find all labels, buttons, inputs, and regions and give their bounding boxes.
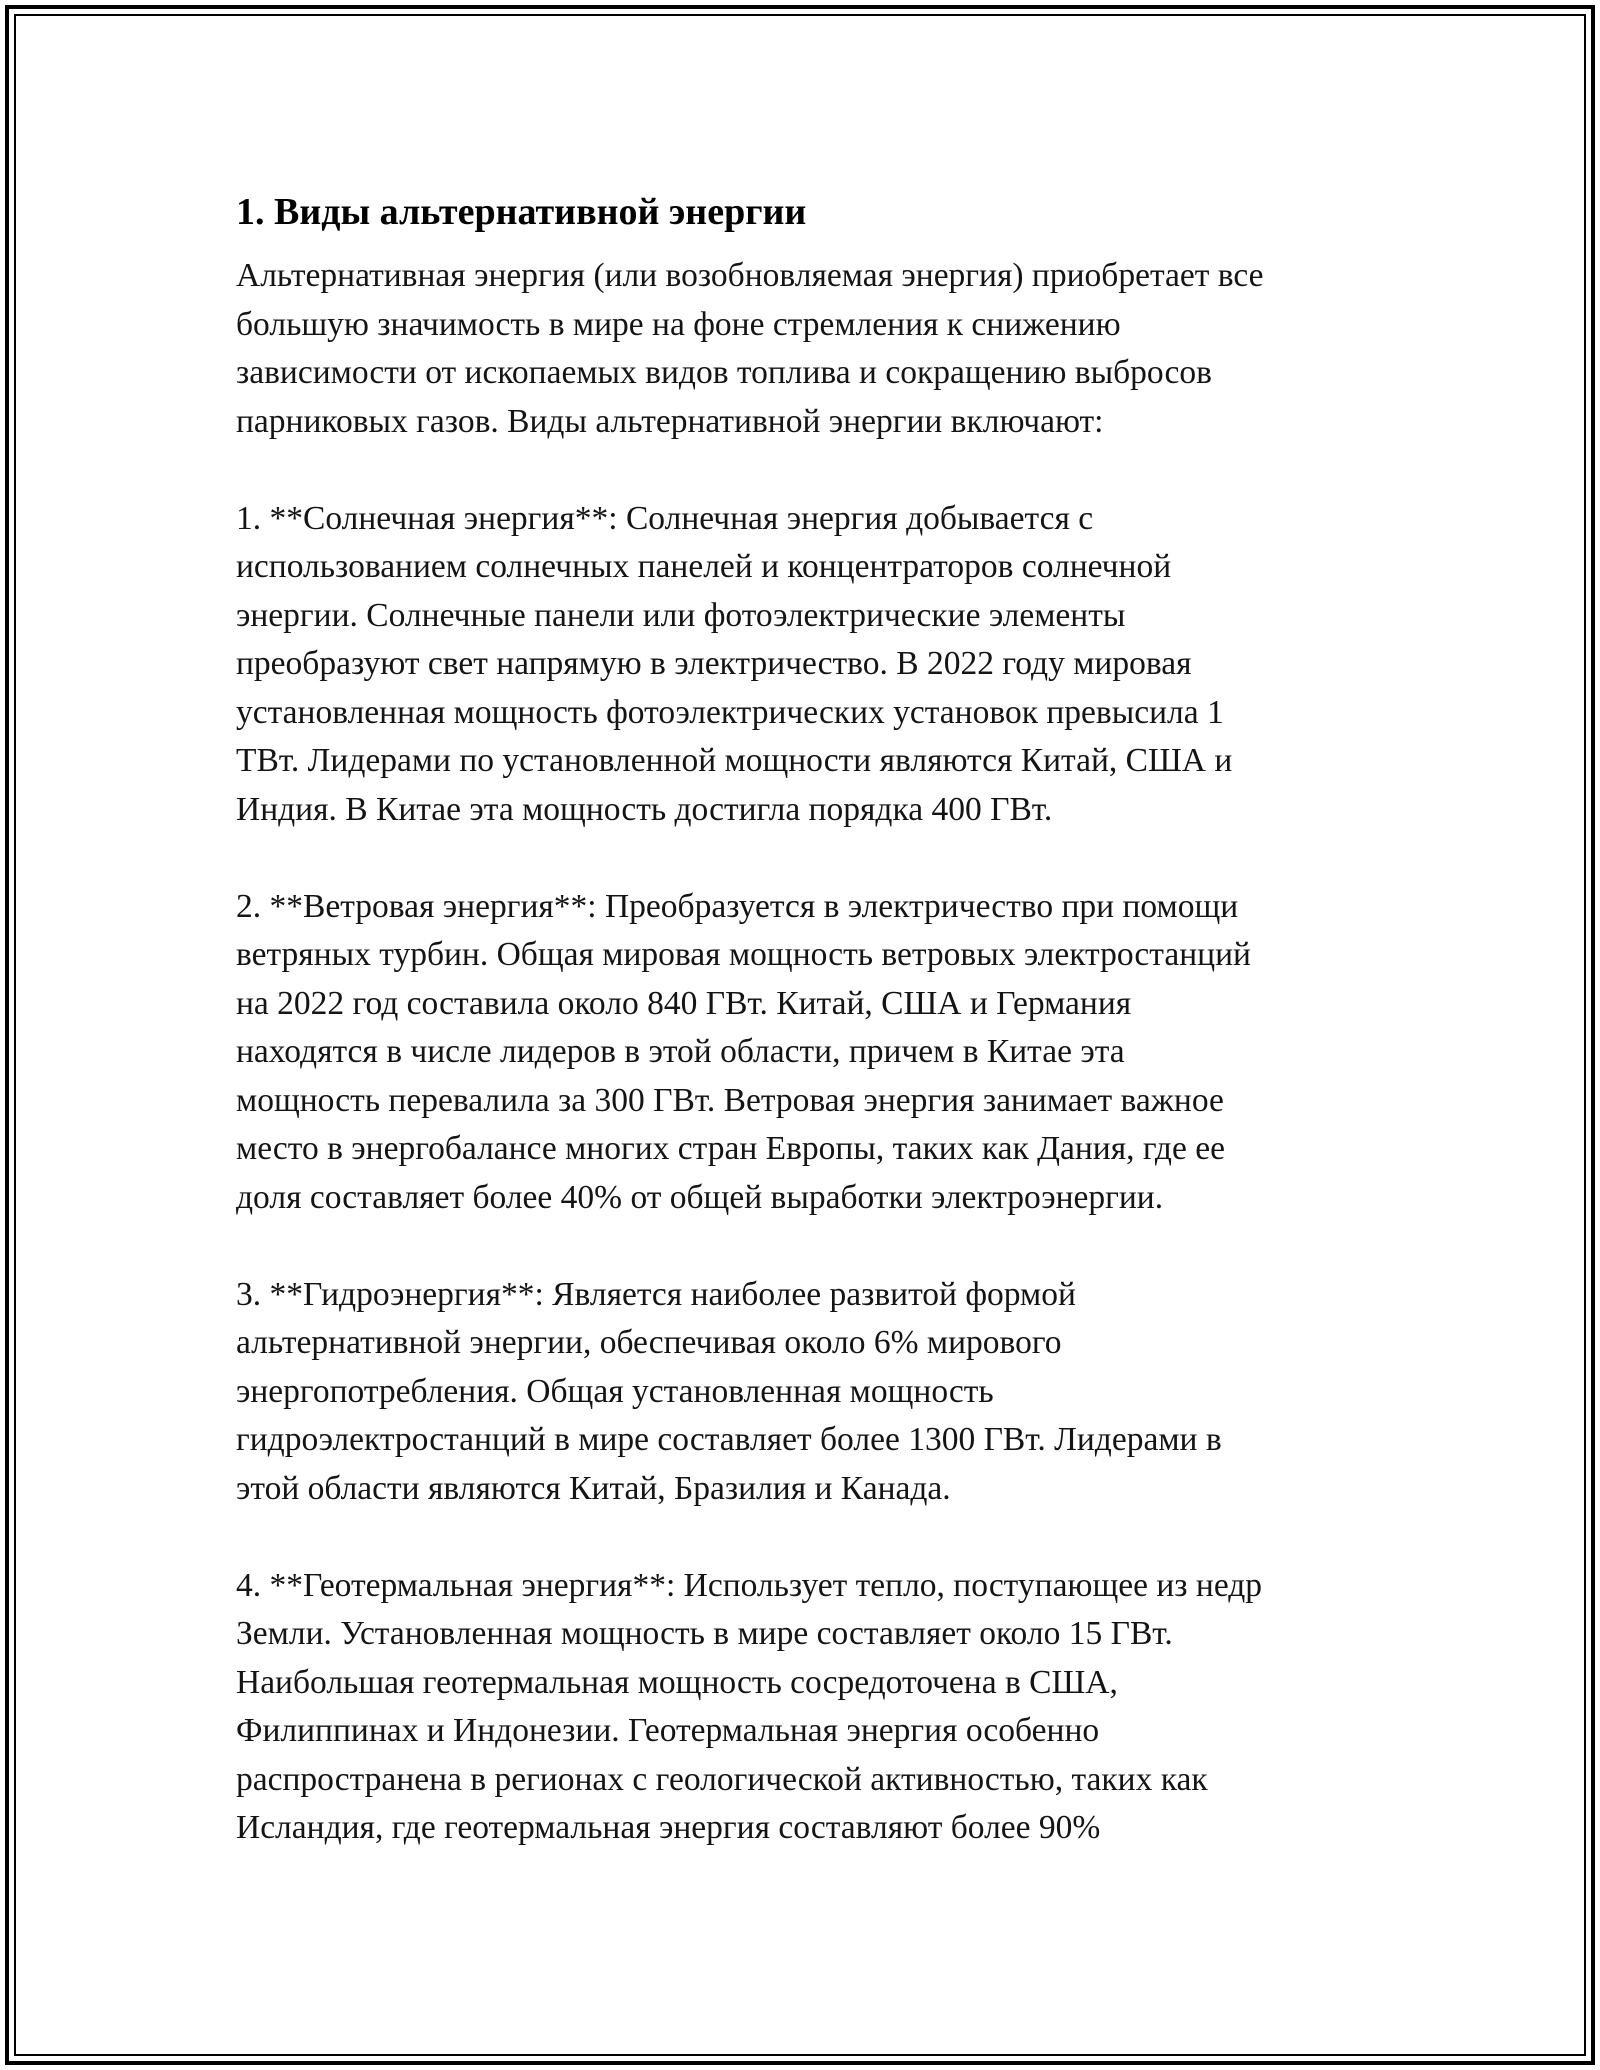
text-line: энергии. Солнечные панели или фотоэлектрические элементы <box>236 596 1126 634</box>
geothermal-energy-paragraph <box>236 1562 1386 1853</box>
text-line: этой области являются Китай, Бразилия и Канада. <box>236 1469 951 1507</box>
intro-paragraph <box>236 252 1386 446</box>
document-body <box>236 188 1386 1901</box>
solar-energy-paragraph <box>236 495 1386 835</box>
text-line: мощность перевалила за 300 ГВт. Ветровая энергия занимает важное <box>236 1081 1224 1119</box>
text-line: альтернативной энергии, обеспечивая около 6% мирового <box>236 1324 1062 1361</box>
text-line: место в энергобалансе многих стран Европы, таких как Дания, где ее <box>236 1130 1225 1167</box>
text-line: находятся в числе лидеров в этой области, причем в Китае эта <box>236 1033 1125 1070</box>
text-line: 2. **Ветровая энергия**: Преобразуется в электричество при помощи <box>236 887 1239 925</box>
text-line: зависимости от ископаемых видов топлива и сокращению выбросов <box>236 354 1212 391</box>
wind-energy-paragraph <box>236 883 1386 1223</box>
section-heading: 1. Виды альтернативной энергии <box>236 191 807 233</box>
text-line: Исландия, где геотермальная энергия составляют более 90% <box>236 1809 1101 1846</box>
text-line: использованием солнечных панелей и концентраторов солнечной <box>236 548 1172 585</box>
hydro-energy-paragraph <box>236 1271 1386 1514</box>
text-line: энергопотребления. Общая установленная мощность <box>236 1372 994 1410</box>
text-line: на 2022 год составила около 840 ГВт. Китай, США и Германия <box>236 984 1132 1022</box>
text-line: ТВт. Лидерами по установленной мощности являются Китай, США и <box>236 742 1233 779</box>
text-line: доля составляет более 40% от общей выработки электроэнергии. <box>236 1178 1164 1216</box>
text-line: 4. **Геотермальная энергия**: Использует тепло, поступающее из недр <box>236 1566 1263 1604</box>
text-line: Земли. Установленная мощность в мире составляет около 15 ГВт. <box>236 1615 1173 1652</box>
text-line: большую значимость в мире на фоне стремления к снижению <box>236 305 1121 343</box>
text-line: Альтернативная энергия (или возобновляемая энергия) приобретает все <box>236 257 1264 294</box>
text-line: Филиппинах и Индонезии. Геотермальная энергия особенно <box>236 1712 1100 1749</box>
text-line: преобразуют свет напрямую в электричество. В 2022 году мировая <box>236 645 1192 682</box>
text-line: установленная мощность фотоэлектрических установок превысила 1 <box>236 693 1224 731</box>
text-line: парниковых газов. Виды альтернативной энергии включают: <box>236 402 1104 440</box>
text-line: Индия. В Китае эта мощность достигла порядка 400 ГВт. <box>236 790 1053 828</box>
text-line: ветряных турбин. Общая мировая мощность ветровых электростанций <box>236 936 1251 973</box>
text-line: гидроэлектростанций в мире составляет более 1300 ГВт. Лидерами в <box>236 1421 1222 1458</box>
text-line: распространена в регионах с геологической активностью, таких как <box>236 1760 1208 1798</box>
text-line: Наибольшая геотермальная мощность сосредоточена в США, <box>236 1663 1118 1701</box>
text-line: 3. **Гидроэнергия**: Является наиболее развитой формой <box>236 1275 1076 1313</box>
text-line: 1. **Солнечная энергия**: Солнечная энергия добывается с <box>236 499 1094 537</box>
